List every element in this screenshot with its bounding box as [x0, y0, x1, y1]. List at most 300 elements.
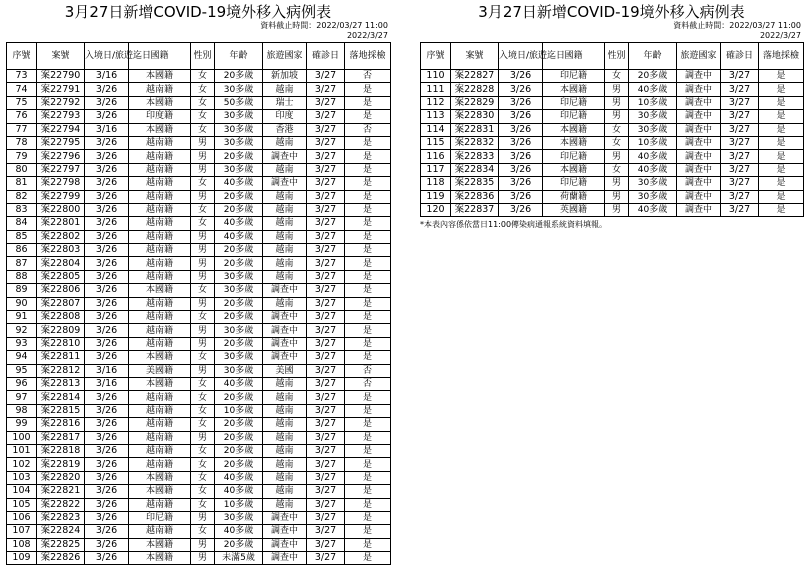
cell-serial: 104 — [7, 485, 37, 498]
cell-serial: 113 — [421, 110, 451, 123]
cell-case-no: 案22822 — [37, 498, 85, 511]
cell-confirm-date: 3/27 — [721, 190, 759, 203]
cell-confirm-date: 3/27 — [307, 511, 345, 524]
cell-airport-test: 是 — [759, 203, 804, 216]
cell-serial: 95 — [7, 364, 37, 377]
cell-case-no: 案22809 — [37, 324, 85, 337]
table-row — [421, 70, 804, 83]
cell-airport-test: 是 — [345, 110, 391, 123]
cell-case-no: 案22819 — [37, 458, 85, 471]
table-row — [421, 150, 804, 163]
footnote: *本表內容係依當日11:00傳染病通報系統資料填報。 — [420, 220, 608, 230]
cell-travel-country: 越南 — [263, 377, 307, 390]
cell-entry-date: 3/26 — [85, 270, 129, 283]
cell-age: 20多歲 — [215, 70, 263, 83]
cell-case-no: 案22834 — [451, 163, 499, 176]
cell-confirm-date: 3/27 — [721, 150, 759, 163]
cell-nationality: 越南籍 — [129, 257, 191, 270]
cell-case-no: 案22804 — [37, 257, 85, 270]
cell-age: 20多歲 — [629, 70, 677, 83]
table-body — [421, 70, 804, 217]
cell-travel-country: 調查中 — [677, 70, 721, 83]
cell-case-no: 案22806 — [37, 284, 85, 297]
cell-sex: 女 — [191, 217, 215, 230]
cell-confirm-date: 3/27 — [307, 257, 345, 270]
cell-entry-date: 3/26 — [499, 177, 543, 190]
cell-travel-country: 調查中 — [263, 177, 307, 190]
cell-age: 20多歲 — [215, 337, 263, 350]
header-travel-country: 旅遊國家 — [677, 43, 721, 70]
cell-nationality: 越南籍 — [129, 324, 191, 337]
header-airport-test: 落地採檢 — [345, 43, 391, 70]
cell-airport-test: 是 — [345, 83, 391, 96]
cell-nationality: 印尼籍 — [129, 511, 191, 524]
cell-sex: 男 — [191, 136, 215, 149]
cell-confirm-date: 3/27 — [307, 431, 345, 444]
cell-age: 40多歲 — [215, 230, 263, 243]
cell-case-no: 案22808 — [37, 311, 85, 324]
cell-confirm-date: 3/27 — [307, 498, 345, 511]
cell-airport-test: 是 — [345, 391, 391, 404]
cell-entry-date: 3/26 — [85, 96, 129, 109]
cell-age: 30多歲 — [215, 324, 263, 337]
cell-nationality: 越南籍 — [129, 525, 191, 538]
cell-confirm-date: 3/27 — [307, 458, 345, 471]
cell-serial: 86 — [7, 244, 37, 257]
cell-sex: 男 — [191, 297, 215, 310]
header-case-no: 案號 — [451, 43, 499, 70]
cell-sex: 女 — [191, 418, 215, 431]
cell-travel-country: 越南 — [263, 230, 307, 243]
cell-sex: 女 — [191, 83, 215, 96]
cell-sex: 女 — [191, 123, 215, 136]
cell-confirm-date: 3/27 — [307, 83, 345, 96]
cell-confirm-date: 3/27 — [307, 230, 345, 243]
cell-airport-test: 是 — [759, 110, 804, 123]
cell-airport-test: 是 — [345, 244, 391, 257]
cell-travel-country: 調查中 — [677, 203, 721, 216]
cell-serial: 76 — [7, 110, 37, 123]
cell-travel-country: 新加坡 — [263, 70, 307, 83]
cell-entry-date: 3/26 — [499, 96, 543, 109]
cell-entry-date: 3/26 — [85, 110, 129, 123]
cell-age: 40多歲 — [215, 525, 263, 538]
cell-entry-date: 3/26 — [499, 123, 543, 136]
cell-confirm-date: 3/27 — [721, 177, 759, 190]
case-table-left — [6, 42, 391, 565]
cell-airport-test: 是 — [345, 311, 391, 324]
cell-serial: 97 — [7, 391, 37, 404]
cell-travel-country: 越南 — [263, 471, 307, 484]
cell-travel-country: 調查中 — [677, 96, 721, 109]
cell-case-no: 案22810 — [37, 337, 85, 350]
cell-sex: 男 — [191, 190, 215, 203]
cell-travel-country: 調查中 — [263, 538, 307, 551]
cell-airport-test: 是 — [345, 284, 391, 297]
cell-travel-country: 調查中 — [677, 123, 721, 136]
cell-nationality: 印尼籍 — [543, 96, 605, 109]
cell-sex: 男 — [605, 190, 629, 203]
header-nationality: 國籍 — [543, 43, 605, 70]
cell-airport-test: 是 — [345, 230, 391, 243]
cell-case-no: 案22820 — [37, 471, 85, 484]
table-header — [7, 43, 391, 70]
cell-nationality: 印度籍 — [129, 110, 191, 123]
table-row — [7, 284, 391, 297]
cell-travel-country: 調查中 — [677, 163, 721, 176]
cell-confirm-date: 3/27 — [721, 96, 759, 109]
cell-serial: 94 — [7, 351, 37, 364]
cell-nationality: 本國籍 — [129, 485, 191, 498]
cell-travel-country: 越南 — [263, 391, 307, 404]
table-row — [421, 110, 804, 123]
cell-confirm-date: 3/27 — [307, 485, 345, 498]
header-age: 年齡 — [629, 43, 677, 70]
table-row — [7, 364, 391, 377]
cell-case-no: 案22802 — [37, 230, 85, 243]
cell-age: 20多歲 — [215, 244, 263, 257]
cell-airport-test: 是 — [345, 150, 391, 163]
table-row — [7, 538, 391, 551]
cell-sex: 男 — [191, 230, 215, 243]
table-row — [7, 431, 391, 444]
cell-age: 10多歲 — [629, 96, 677, 109]
cell-airport-test: 是 — [345, 324, 391, 337]
cell-confirm-date: 3/27 — [307, 552, 345, 565]
cell-case-no: 案22817 — [37, 431, 85, 444]
cell-age: 30多歲 — [215, 110, 263, 123]
cell-confirm-date: 3/27 — [307, 444, 345, 457]
cell-case-no: 案22816 — [37, 418, 85, 431]
table-row — [421, 123, 804, 136]
header-serial: 序號 — [421, 43, 451, 70]
table-row — [7, 444, 391, 457]
cell-age: 40多歲 — [629, 83, 677, 96]
cell-airport-test: 是 — [345, 444, 391, 457]
data-cutoff-time: 資料截止時間：2022/03/27 11:00 — [673, 21, 801, 30]
cell-airport-test: 否 — [345, 70, 391, 83]
cell-sex: 女 — [191, 177, 215, 190]
cell-nationality: 越南籍 — [129, 163, 191, 176]
table-row — [7, 311, 391, 324]
cell-nationality: 本國籍 — [129, 123, 191, 136]
cell-serial: 89 — [7, 284, 37, 297]
table-row — [7, 511, 391, 524]
cell-sex: 女 — [191, 485, 215, 498]
cell-nationality: 本國籍 — [129, 377, 191, 390]
cell-nationality: 越南籍 — [129, 311, 191, 324]
cell-nationality: 越南籍 — [129, 230, 191, 243]
cell-case-no: 案22799 — [37, 190, 85, 203]
cell-entry-date: 3/26 — [85, 136, 129, 149]
cell-entry-date: 3/16 — [85, 70, 129, 83]
cell-confirm-date: 3/27 — [307, 364, 345, 377]
cell-nationality: 本國籍 — [129, 96, 191, 109]
header-sex: 性別 — [191, 43, 215, 70]
cell-nationality: 越南籍 — [129, 270, 191, 283]
cell-serial: 99 — [7, 418, 37, 431]
cell-airport-test: 是 — [345, 177, 391, 190]
table-row — [7, 70, 391, 83]
table-row — [421, 83, 804, 96]
cell-case-no: 案22791 — [37, 83, 85, 96]
table-row — [421, 190, 804, 203]
table-row — [421, 136, 804, 149]
cell-airport-test: 是 — [345, 337, 391, 350]
cell-age: 20多歲 — [215, 150, 263, 163]
cell-case-no: 案22805 — [37, 270, 85, 283]
cell-serial: 101 — [7, 444, 37, 457]
cell-case-no: 案22801 — [37, 217, 85, 230]
cell-entry-date: 3/26 — [499, 163, 543, 176]
cell-sex: 女 — [605, 123, 629, 136]
cell-airport-test: 是 — [759, 190, 804, 203]
cell-sex: 男 — [191, 257, 215, 270]
cell-serial: 102 — [7, 458, 37, 471]
page-title: 3月27日新增COVID-19境外移入病例表 — [478, 3, 745, 21]
cell-confirm-date: 3/27 — [307, 404, 345, 417]
cell-entry-date: 3/26 — [85, 177, 129, 190]
cell-entry-date: 3/26 — [85, 190, 129, 203]
cell-confirm-date: 3/27 — [721, 110, 759, 123]
cell-sex: 男 — [191, 364, 215, 377]
cell-airport-test: 是 — [345, 525, 391, 538]
cell-airport-test: 是 — [345, 136, 391, 149]
cell-travel-country: 調查中 — [677, 190, 721, 203]
header-entry-date: 入境日/旅遊迄日 — [85, 43, 129, 70]
cell-entry-date: 3/26 — [85, 324, 129, 337]
cell-travel-country: 調查中 — [263, 337, 307, 350]
cell-age: 20多歲 — [215, 391, 263, 404]
table-row — [7, 230, 391, 243]
cell-case-no: 案22815 — [37, 404, 85, 417]
cell-sex: 男 — [191, 163, 215, 176]
cell-confirm-date: 3/27 — [307, 525, 345, 538]
cell-case-no: 案22829 — [451, 96, 499, 109]
cell-airport-test: 是 — [759, 177, 804, 190]
cell-airport-test: 是 — [345, 217, 391, 230]
cell-age: 未滿5歲 — [215, 552, 263, 565]
header-confirm-date: 確診日 — [721, 43, 759, 70]
cell-travel-country: 調查中 — [263, 311, 307, 324]
cell-serial: 74 — [7, 83, 37, 96]
cell-nationality: 本國籍 — [129, 538, 191, 551]
cell-case-no: 案22818 — [37, 444, 85, 457]
cell-travel-country: 越南 — [263, 444, 307, 457]
cell-age: 20多歲 — [215, 431, 263, 444]
cell-entry-date: 3/26 — [85, 458, 129, 471]
cell-airport-test: 是 — [345, 418, 391, 431]
cell-case-no: 案22828 — [451, 83, 499, 96]
cell-age: 30多歲 — [215, 284, 263, 297]
cell-age: 40多歲 — [215, 377, 263, 390]
cell-airport-test: 是 — [345, 538, 391, 551]
table-row — [7, 163, 391, 176]
cell-serial: 98 — [7, 404, 37, 417]
cell-airport-test: 是 — [759, 70, 804, 83]
cell-nationality: 越南籍 — [129, 498, 191, 511]
cell-entry-date: 3/26 — [85, 418, 129, 431]
cell-travel-country: 越南 — [263, 431, 307, 444]
cell-travel-country: 調查中 — [263, 324, 307, 337]
cell-travel-country: 調查中 — [677, 177, 721, 190]
cell-case-no: 案22837 — [451, 203, 499, 216]
table-row — [7, 552, 391, 565]
cell-entry-date: 3/26 — [85, 244, 129, 257]
cell-sex: 男 — [191, 150, 215, 163]
cell-serial: 119 — [421, 190, 451, 203]
cell-sex: 女 — [605, 163, 629, 176]
cell-sex: 女 — [191, 377, 215, 390]
table-row — [7, 458, 391, 471]
cell-serial: 84 — [7, 217, 37, 230]
cell-airport-test: 是 — [345, 498, 391, 511]
cell-confirm-date: 3/27 — [307, 163, 345, 176]
cell-airport-test: 是 — [345, 471, 391, 484]
cell-case-no: 案22836 — [451, 190, 499, 203]
cell-case-no: 案22830 — [451, 110, 499, 123]
cell-entry-date: 3/26 — [85, 485, 129, 498]
cell-entry-date: 3/26 — [499, 83, 543, 96]
cell-confirm-date: 3/27 — [307, 324, 345, 337]
cell-serial: 79 — [7, 150, 37, 163]
cell-age: 40多歲 — [215, 177, 263, 190]
cell-airport-test: 是 — [345, 485, 391, 498]
cell-age: 40多歲 — [629, 163, 677, 176]
table-header — [421, 43, 804, 70]
cell-sex: 女 — [191, 444, 215, 457]
cell-nationality: 本國籍 — [543, 136, 605, 149]
cell-sex: 男 — [191, 244, 215, 257]
cell-nationality: 荷蘭籍 — [543, 190, 605, 203]
cell-airport-test: 是 — [345, 190, 391, 203]
cell-serial: 92 — [7, 324, 37, 337]
cell-airport-test: 否 — [345, 364, 391, 377]
cell-entry-date: 3/26 — [499, 70, 543, 83]
cell-age: 30多歲 — [629, 123, 677, 136]
cell-age: 30多歲 — [215, 83, 263, 96]
header-airport-test: 落地採檢 — [759, 43, 804, 70]
cell-nationality: 本國籍 — [129, 284, 191, 297]
cell-travel-country: 調查中 — [263, 284, 307, 297]
cell-entry-date: 3/26 — [499, 203, 543, 216]
cell-age: 20多歲 — [215, 418, 263, 431]
cell-sex: 男 — [191, 538, 215, 551]
cell-nationality: 本國籍 — [129, 552, 191, 565]
cell-case-no: 案22803 — [37, 244, 85, 257]
cell-case-no: 案22813 — [37, 377, 85, 390]
cell-confirm-date: 3/27 — [307, 471, 345, 484]
case-table-right — [420, 42, 804, 217]
cell-confirm-date: 3/27 — [721, 203, 759, 216]
cell-case-no: 案22794 — [37, 123, 85, 136]
cell-nationality: 本國籍 — [543, 163, 605, 176]
cell-sex: 女 — [605, 136, 629, 149]
cell-entry-date: 3/26 — [85, 284, 129, 297]
cell-confirm-date: 3/27 — [307, 351, 345, 364]
cell-nationality: 越南籍 — [129, 177, 191, 190]
cell-case-no: 案22797 — [37, 163, 85, 176]
cell-entry-date: 3/26 — [85, 538, 129, 551]
cell-sex: 女 — [191, 203, 215, 216]
table-row — [7, 404, 391, 417]
cell-sex: 男 — [191, 511, 215, 524]
cell-serial: 111 — [421, 83, 451, 96]
cell-travel-country: 調查中 — [677, 83, 721, 96]
table-row — [7, 297, 391, 310]
cell-case-no: 案22835 — [451, 177, 499, 190]
cell-entry-date: 3/26 — [499, 190, 543, 203]
cell-sex: 男 — [191, 324, 215, 337]
cell-sex: 男 — [191, 337, 215, 350]
cell-case-no: 案22800 — [37, 203, 85, 216]
cell-travel-country: 越南 — [263, 203, 307, 216]
cell-entry-date: 3/26 — [85, 552, 129, 565]
cell-confirm-date: 3/27 — [721, 136, 759, 149]
table-row — [7, 244, 391, 257]
report-date: 2022/3/27 — [759, 31, 801, 40]
cell-age: 40多歲 — [629, 203, 677, 216]
cell-age: 30多歲 — [215, 270, 263, 283]
cell-sex: 女 — [191, 284, 215, 297]
cell-serial: 110 — [421, 70, 451, 83]
cell-confirm-date: 3/27 — [307, 190, 345, 203]
cell-travel-country: 調查中 — [263, 552, 307, 565]
cell-confirm-date: 3/27 — [307, 244, 345, 257]
cell-serial: 83 — [7, 203, 37, 216]
cell-serial: 106 — [7, 511, 37, 524]
cell-airport-test: 是 — [345, 552, 391, 565]
cell-age: 30多歲 — [629, 190, 677, 203]
cell-entry-date: 3/26 — [85, 163, 129, 176]
cell-confirm-date: 3/27 — [307, 177, 345, 190]
table-row — [421, 96, 804, 109]
cell-case-no: 案22793 — [37, 110, 85, 123]
cell-entry-date: 3/26 — [85, 150, 129, 163]
data-cutoff-time: 資料截止時間：2022/03/27 11:00 — [260, 21, 388, 30]
cell-airport-test: 是 — [345, 270, 391, 283]
cell-serial: 109 — [7, 552, 37, 565]
header-serial: 序號 — [7, 43, 37, 70]
table-row — [7, 217, 391, 230]
cell-travel-country: 越南 — [263, 244, 307, 257]
cell-serial: 81 — [7, 177, 37, 190]
cell-age: 10多歲 — [215, 404, 263, 417]
table-row — [7, 377, 391, 390]
cell-serial: 82 — [7, 190, 37, 203]
cell-entry-date: 3/26 — [85, 525, 129, 538]
cell-nationality: 越南籍 — [129, 244, 191, 257]
header-case-no: 案號 — [37, 43, 85, 70]
cell-nationality: 印尼籍 — [543, 70, 605, 83]
cell-sex: 女 — [191, 96, 215, 109]
cell-case-no: 案22798 — [37, 177, 85, 190]
cell-age: 20多歲 — [215, 444, 263, 457]
cell-airport-test: 是 — [345, 203, 391, 216]
cell-sex: 女 — [191, 110, 215, 123]
cell-travel-country: 越南 — [263, 485, 307, 498]
cell-entry-date: 3/26 — [85, 217, 129, 230]
cell-travel-country: 調查中 — [677, 110, 721, 123]
cell-nationality: 本國籍 — [129, 471, 191, 484]
table-row — [7, 471, 391, 484]
cell-age: 40多歲 — [629, 150, 677, 163]
table-row — [7, 110, 391, 123]
cell-age: 20多歲 — [215, 190, 263, 203]
table-row — [7, 123, 391, 136]
cell-serial: 85 — [7, 230, 37, 243]
cell-confirm-date: 3/27 — [307, 418, 345, 431]
